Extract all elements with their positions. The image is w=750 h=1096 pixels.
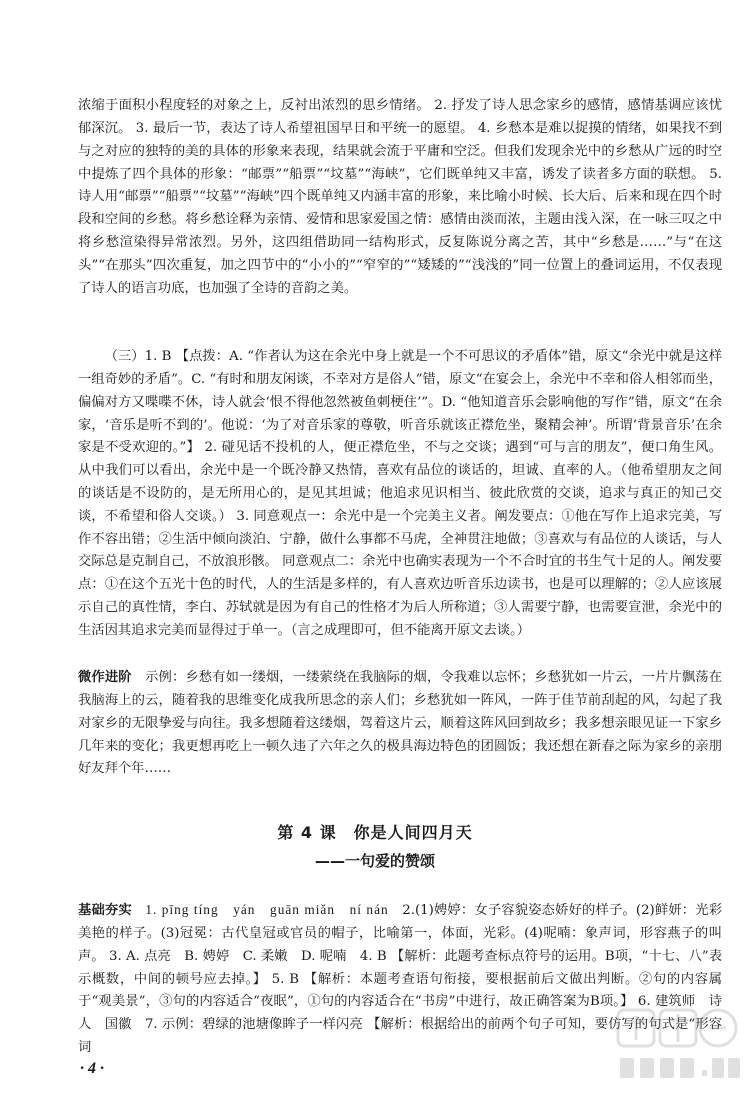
- watermark-logo: [612, 1000, 742, 1090]
- lesson-subtitle: ——一句爱的赞颂: [314, 852, 435, 870]
- answer-paragraph-2: （三）1. B 【点拨：A. “作者认为这在余光中身上就是一个不可思议的矛盾体”错，原文“余光中就是这样一组奇妙的矛盾”。C. “有时和朋友闲谈，不幸对方是俗人”错，原文“在宴会上，余光中不幸和俗人相邻而坐，偏偏对方又喋喋不休，诗人就会‘恨不得他忽然被鱼刺梗住’”。D. “他知道音乐会影响他的写作”错，原文“在余家，‘音乐是听不到的’。他说：‘为了对音乐家的尊敬，听音乐就该正襟危坐，聚精会神’。所谓‘背景音乐’在余家是不受欢迎的。”】 2. 碰见话不投机的人，便正襟危坐，不与之交谈；遇到“可与言的朋友”，便口角生风。从中我们可以看出，余光中是一个既冷静又热情，喜欢有品位的谈话的，坦诚、直率的人。（他希望朋友之间的谈话是不设防的，是无所用心的，是见其坦诚；他追求见识相当、彼此欣赏的交谈，追求与真正的知己交谈，不希望和俗人交谈。） 3. 同意观点一：余光中是一个完美主义者。阐发要点：①他在写作上追求完美，写作不容出错；②生活中倾向淡泊、宁静，做什么事都不马虎，全神贯注地做；③喜欢与有品位的人谈话，与人交际总是克制自己，不放浪形骸。 同意观点二：余光中也确实表现为一个不合时宜的书生气十足的人。阐发要点：①在这个五光十色的时代，人的生活是多样的，有人喜欢边听音乐边读书，也是可以理解的；②人应该展示自己的真性情，李白、苏轼就是因为有自己的性格才为后人所称道；③人需要宁静，也需要宣泄，余光中的生活因其追求完美而显得过于单一。（言之成理即可，但不能离开原文去谈。）: [78, 349, 722, 638]
- section-label-jichu: 基础夯实: [78, 903, 132, 919]
- lesson-title: 第 4 课 你是人间四月天: [277, 823, 473, 842]
- paragraph-text: 2.(1)娉婷：女子容貌姿态娇好的样子。(2)鲜妍：光彩美艳的样子。(3)冠冕：古代皇冠或官员的帽子，比喻第一，体面，光彩。(4)呢喃：象声词，形容燕子的叫声。 3. A. 点亮 B. 娉婷 C. 柔嫩 D. 呢喃 4. B 【解析：此题考查标点符号的运用。B项，“十七、八”表示概数，中间的顿号应去掉。】 5. B 【解析：本题考查语句衔接，要根据前后文做出判断。②句的内容属于“观美景”，③句的内容适合“夜眠”，①句的内容适合在“书房”中进行，故正确答案为B项。】 6. 建筑师 诗人 国徽 7. 示例：碧绿的池塘像眸子一样闪亮 【解析：根据给出的前两个句子可知，要仿写的句式是“形容词: [78, 903, 723, 1056]
- answer-paragraph-1: 浓缩于面积小程度轻的对象之上，反衬出浓烈的思乡情绪。 2. 抒发了诗人思念家乡的感情，感情基调应该忧郁深沉。 3. 最后一节，表达了诗人希望祖国早日和平统一的愿望。 4. 乡愁本是难以捉摸的情绪，如果找不到与之对应的独特的美的具体的形象来表现，结果就会流于平庸和空泛。但我们发现余光中的乡愁从广远的时空中提炼了四个具体的形象：“邮票”“船票”“坟墓”“海峡”，它们既单纯又丰富，诱发了读者多方面的联想。 5. 诗人用“邮票”“船票”“坟墓”“海峡”四个既单纯又内涵丰富的形象，来比喻小时候、长大后、后来和现在四个时段和空间的乡愁。将乡愁诠释为亲情、爱情和思家爱国之情：感情由淡而浓，主题由浅入深，在一咏三叹之中将乡愁渲染得异常浓烈。另外，这四组借助同一结构形式，反复陈说分离之苦，其中“乡愁是……”与“在这头”“在那头”四次重复，加之四节中的“小小的”“窄窄的”“矮矮的”“浅浅的”同一位置上的叠词运用，不仅表现了诗人的语言功底，也加强了全诗的音韵之美。: [78, 98, 722, 296]
- answer-paragraph-3: [78, 667, 722, 781]
- page-number: · 4 ·: [80, 1060, 104, 1077]
- pinyin-answer: 1. pīng tíng yán guān miǎn ní nán: [145, 902, 389, 918]
- section-label-weizuo: 微作进阶: [78, 670, 132, 686]
- paragraph-text: 示例：乡愁有如一缕烟，一缕萦绕在我脑际的烟，令我难以忘怀；乡愁犹如一片云，一片片飘荡在我脑海上的云，随着我的思维变化成我所思念的亲人们；乡愁犹如一阵风，一阵于佳节前刮起的风，勾起了我对家乡的无限挚爱与向往。我多想随着这缕烟，驾着这片云，顺着这阵风回到故乡；我多想亲眼见证一下家乡几年来的变化；我更想再吃上一顿久违了六年之久的极具海边特色的团圆饭；我还想在新春之际为家乡的亲朋好友拜个年……: [78, 670, 723, 777]
